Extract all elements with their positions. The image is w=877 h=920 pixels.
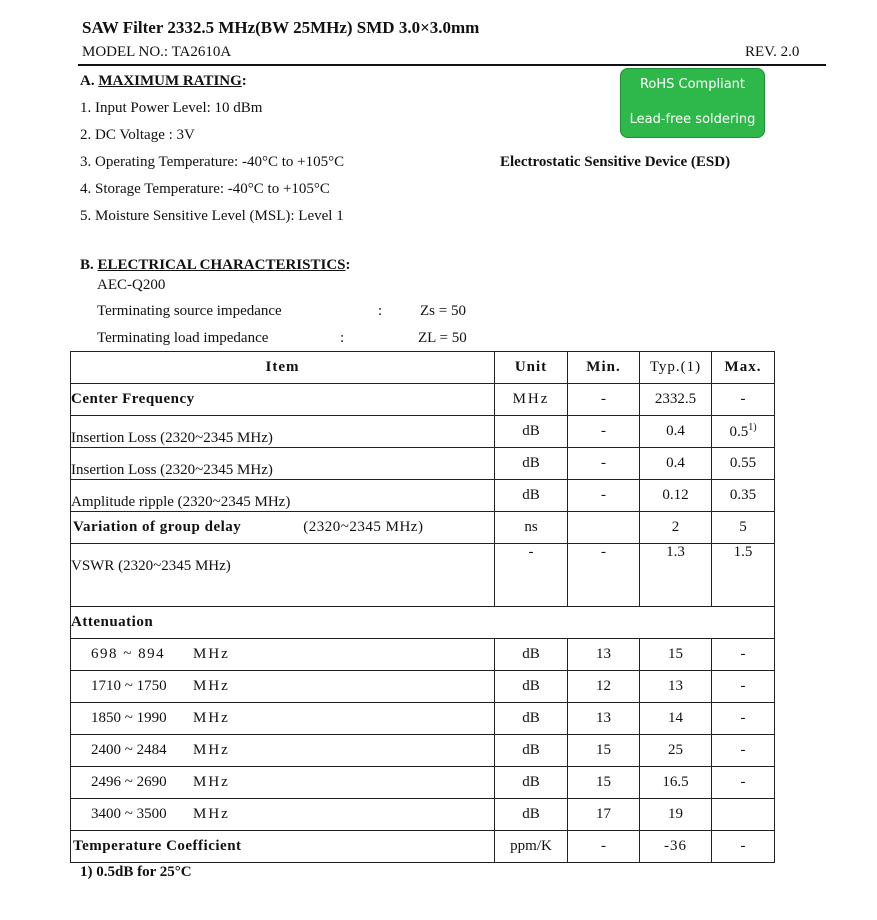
row-item: Insertion Loss (2320~2345 MHz): [71, 448, 495, 480]
rating-item: 5. Moisture Sensitive Level (MSL): Level 1: [80, 208, 344, 224]
table-row: [71, 512, 775, 544]
row-typ: 2: [640, 512, 712, 544]
attenuation-title: Attenuation: [71, 607, 775, 639]
esd-note: Electrostatic Sensitive Device (ESD): [500, 154, 731, 170]
rohs-compliant-label: RoHS Compliant: [639, 77, 746, 92]
row-max: 5: [712, 512, 775, 544]
row-unit: dB: [495, 703, 568, 735]
row-typ: 15: [640, 639, 712, 671]
attenuation-range: 2400 ~ 2484 MHz: [71, 735, 495, 767]
rating-item: 4. Storage Temperature: -40°C to +105°C: [80, 181, 330, 197]
row-max: 1.5: [712, 544, 775, 576]
row-typ: 16.5: [640, 767, 712, 799]
attenuation-row: [71, 671, 775, 703]
rohs-badge: [620, 68, 765, 138]
table-row: [71, 416, 775, 448]
load-impedance-value: ZL = 50: [418, 330, 467, 346]
row-item: Center Frequency: [71, 384, 495, 416]
row-unit: dB: [495, 767, 568, 799]
header-item: Item: [71, 352, 495, 384]
row-typ: 1.3: [640, 544, 712, 576]
row-min: 15: [568, 767, 640, 799]
row-max: 0.35: [712, 480, 775, 512]
revision: REV. 2.0: [745, 44, 800, 60]
lead-free-label: Lead-free soldering: [629, 112, 756, 127]
row-unit: ns: [495, 512, 568, 544]
model-number: MODEL NO.: TA2610A: [82, 44, 232, 60]
row-max: -: [712, 831, 775, 863]
row-min: -: [568, 448, 640, 480]
row-min: 15: [568, 735, 640, 767]
row-min: -: [568, 416, 640, 448]
table-header-row: [71, 352, 775, 384]
row-min: 12: [568, 671, 640, 703]
row-item: Amplitude ripple (2320~2345 MHz): [71, 480, 495, 512]
attenuation-range: 1710 ~ 1750 MHz: [71, 671, 495, 703]
header-min: Min.: [568, 352, 640, 384]
row-max: -: [712, 671, 775, 703]
load-impedance-label: Terminating load impedance: [97, 330, 269, 346]
row-max: [712, 799, 775, 831]
load-impedance-colon: :: [340, 330, 345, 346]
attenuation-row: [71, 703, 775, 735]
source-impedance-label: Terminating source impedance: [97, 303, 282, 319]
row-item: Variation of group delay (2320~2345 MHz): [71, 512, 495, 544]
electrical-characteristics-table: [70, 351, 775, 863]
row-item: VSWR (2320~2345 MHz): [71, 544, 495, 576]
rating-item: 1. Input Power Level: 10 dBm: [80, 100, 263, 116]
row-unit: dB: [495, 799, 568, 831]
row-typ: 19: [640, 799, 712, 831]
row-min: -: [568, 831, 640, 863]
row-typ: 14: [640, 703, 712, 735]
row-typ: 2332.5: [640, 384, 712, 416]
table-row: [71, 448, 775, 480]
row-typ: 0.12: [640, 480, 712, 512]
row-min: 17: [568, 799, 640, 831]
row-min: -: [568, 480, 640, 512]
footnote-ref: 1): [748, 422, 757, 433]
attenuation-row: [71, 639, 775, 671]
rating-item: 3. Operating Temperature: -40°C to +105°C: [80, 154, 345, 170]
row-min: 13: [568, 639, 640, 671]
row-min: [568, 512, 640, 544]
footnote: 1) 0.5dB for 25°C: [80, 864, 192, 880]
row-unit: dB: [495, 448, 568, 480]
table-row: [71, 384, 775, 416]
header-max: Max.: [712, 352, 775, 384]
document-title: SAW Filter 2332.5 MHz(BW 25MHz) SMD 3.0×3.0mm: [82, 18, 480, 37]
row-max: 0.55: [712, 448, 775, 480]
row-unit: dB: [495, 416, 568, 448]
table-row: [71, 544, 775, 576]
row-max: -: [712, 639, 775, 671]
attenuation-range: 698 ~ 894 MHz: [71, 639, 495, 671]
attenuation-row: [71, 735, 775, 767]
header-unit: Unit: [495, 352, 568, 384]
row-unit: dB: [495, 735, 568, 767]
row-max: -: [712, 735, 775, 767]
row-max: -: [712, 767, 775, 799]
row-min: 13: [568, 703, 640, 735]
row-typ: -36: [640, 831, 712, 863]
attenuation-range: 3400 ~ 3500 MHz: [71, 799, 495, 831]
row-item: Temperature Coefficient: [71, 831, 495, 863]
row-unit: MHz: [495, 384, 568, 416]
header-divider: [78, 64, 826, 66]
attenuation-row: [71, 767, 775, 799]
row-item: Insertion Loss (2320~2345 MHz): [71, 416, 495, 448]
row-typ: 25: [640, 735, 712, 767]
row-typ: 0.4: [640, 448, 712, 480]
attenuation-range: 2496 ~ 2690 MHz: [71, 767, 495, 799]
row-unit: dB: [495, 639, 568, 671]
rating-item: 2. DC Voltage : 3V: [80, 127, 195, 143]
section-a-heading: A. MAXIMUM RATING:: [80, 73, 247, 89]
attenuation-heading-row: [71, 607, 775, 639]
row-unit: -: [495, 544, 568, 576]
row-min: -: [568, 544, 640, 576]
section-b-heading: B. ELECTRICAL CHARACTERISTICS:: [80, 257, 351, 273]
header-typ: Typ.(1): [640, 352, 712, 384]
row-condition: (2320~2345 MHz): [303, 519, 424, 535]
row-min: -: [568, 384, 640, 416]
row-typ: 0.4: [640, 416, 712, 448]
row-typ: 13: [640, 671, 712, 703]
standard-label: AEC-Q200: [97, 277, 166, 293]
source-impedance-colon: :: [378, 303, 383, 319]
table-row-blank: [71, 575, 775, 607]
row-unit: ppm/K: [495, 831, 568, 863]
table-row: [71, 831, 775, 863]
row-unit: dB: [495, 480, 568, 512]
source-impedance-value: Zs = 50: [420, 303, 466, 319]
row-max: 0.5$^{1)}$: [712, 416, 775, 448]
attenuation-row: [71, 799, 775, 831]
row-max: -: [712, 384, 775, 416]
row-unit: dB: [495, 671, 568, 703]
row-max: -: [712, 703, 775, 735]
attenuation-range: 1850 ~ 1990 MHz: [71, 703, 495, 735]
table-row: [71, 480, 775, 512]
